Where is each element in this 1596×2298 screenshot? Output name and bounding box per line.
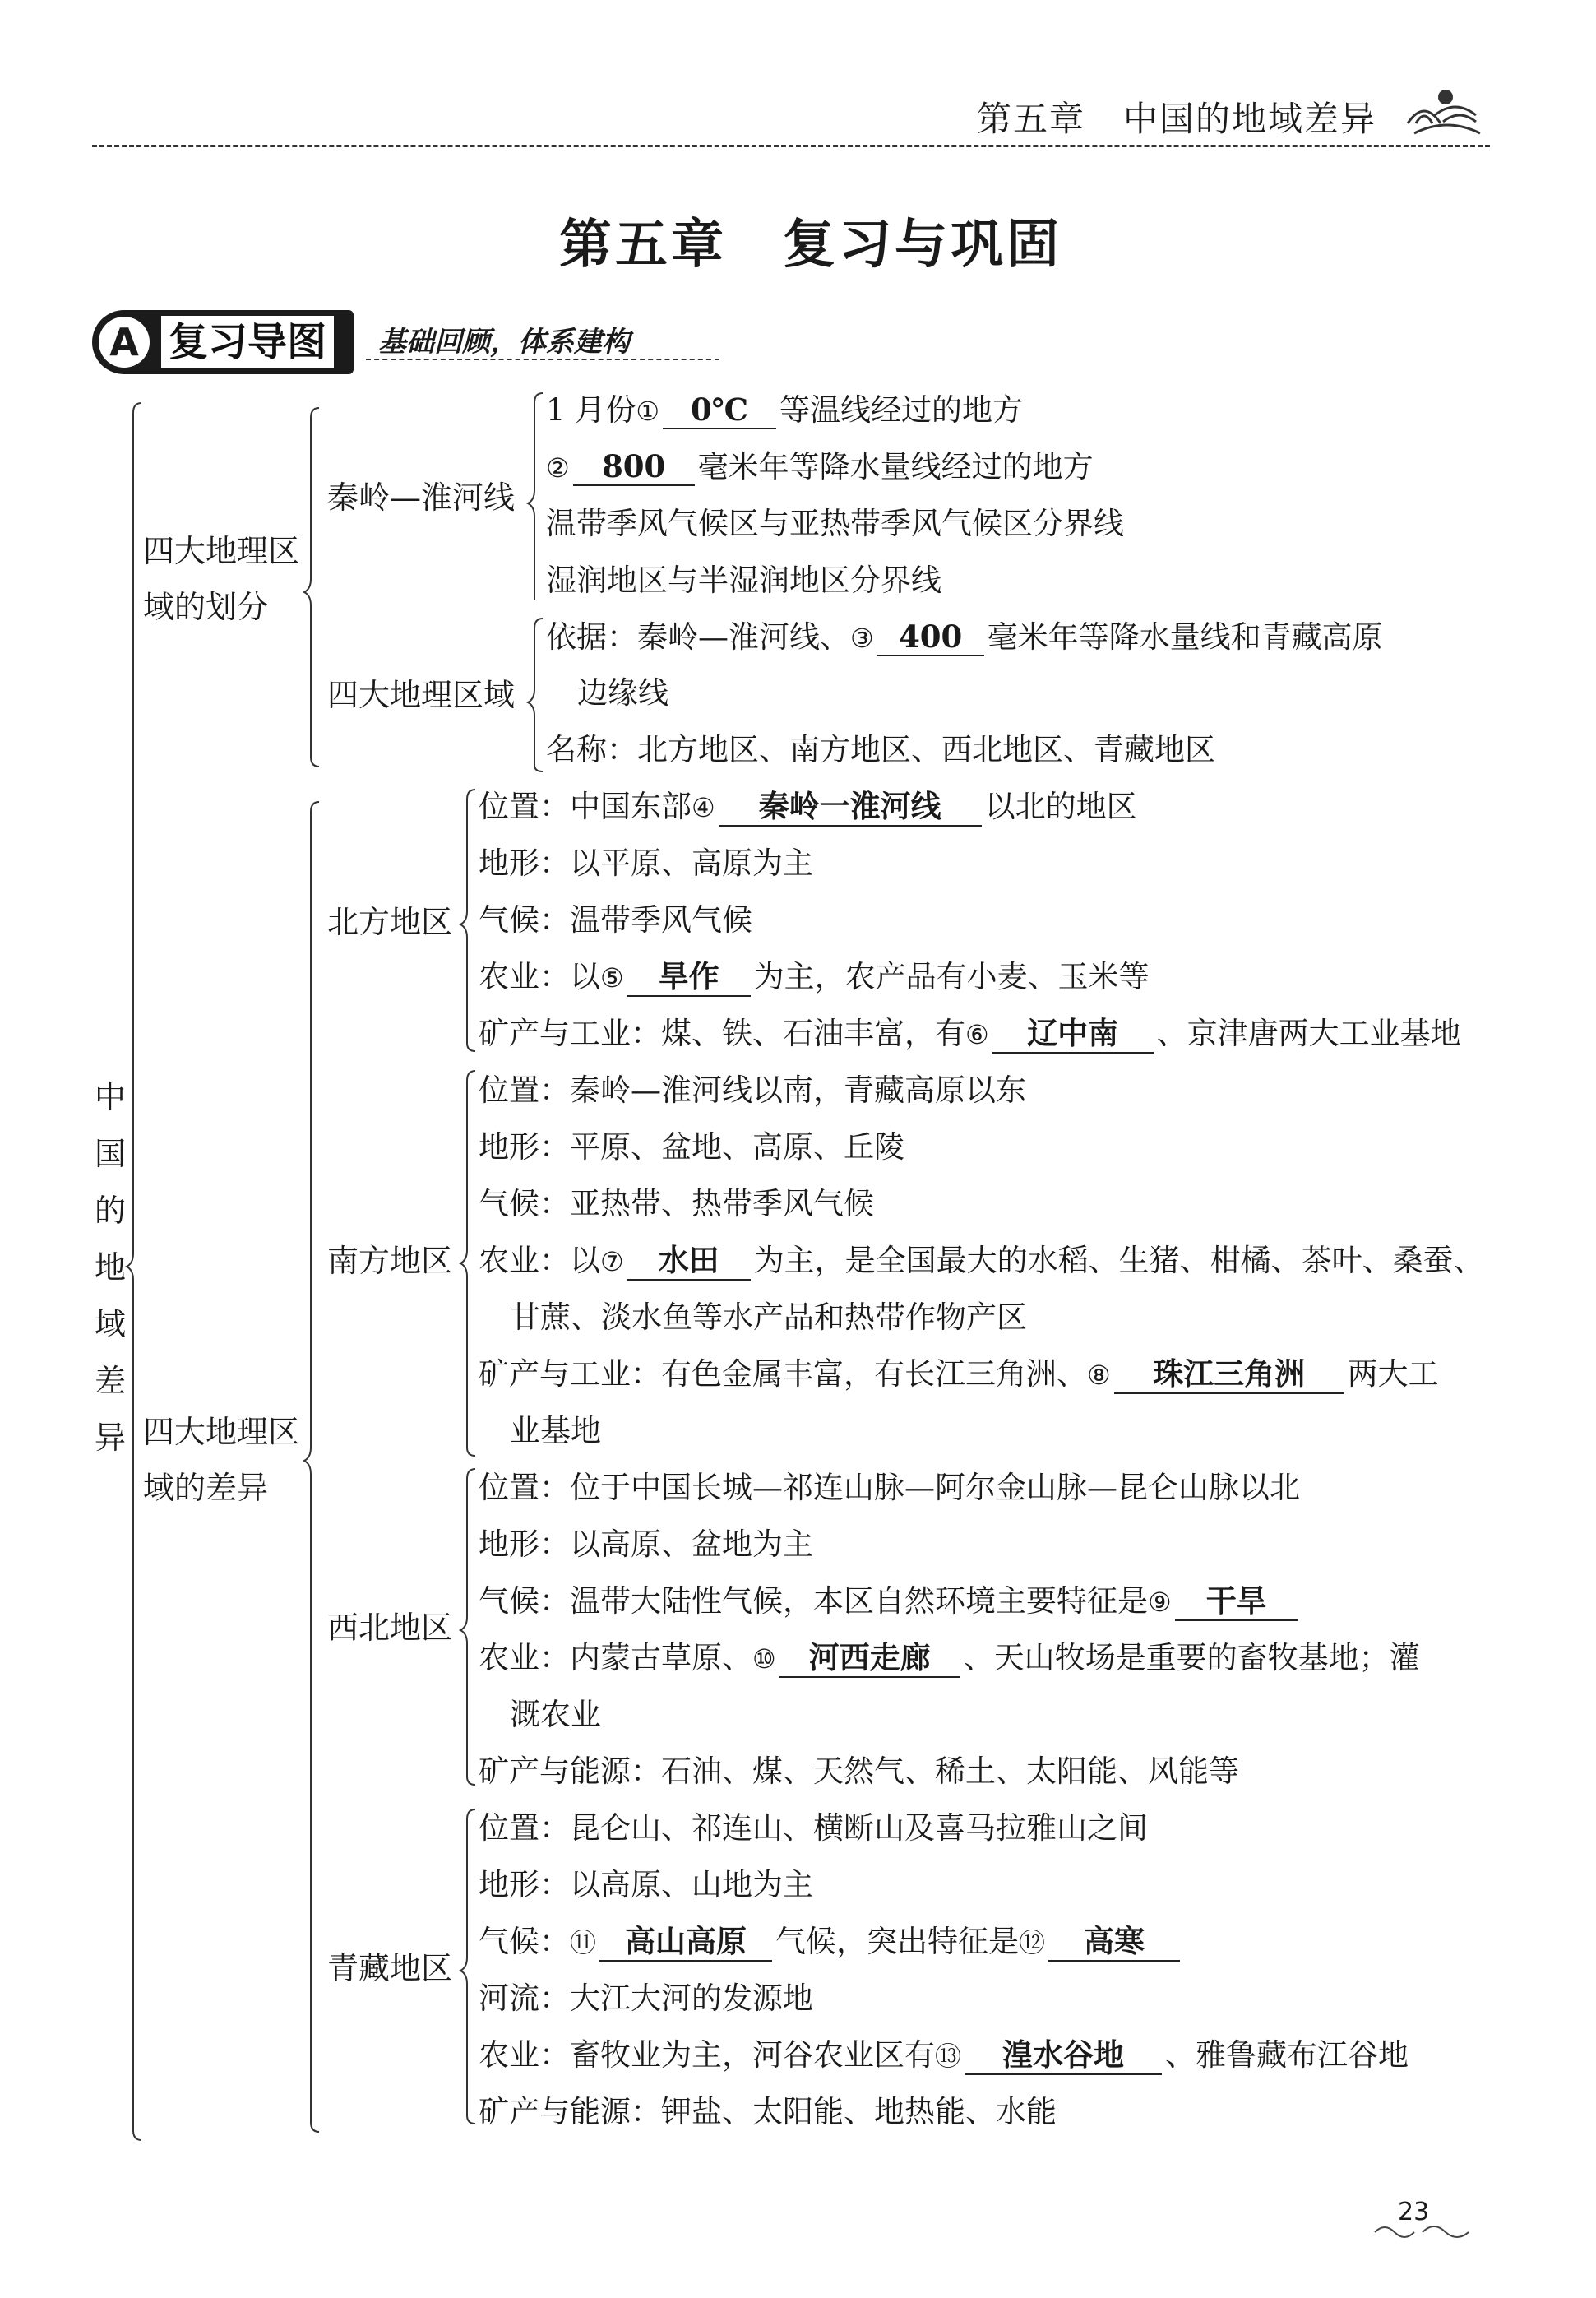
header-chapter-title: 中国的地域差异 bbox=[1123, 99, 1377, 139]
blank-number: ① bbox=[636, 396, 659, 427]
differences-label bbox=[143, 1411, 299, 1508]
root-label-char: 异 bbox=[94, 1420, 126, 1456]
differences-label-line1: 四大地理区 bbox=[143, 1414, 300, 1450]
root-label-char: 的 bbox=[94, 1193, 126, 1229]
tibet-label: 青藏地区 bbox=[327, 1950, 453, 1986]
south-line-1: 位置：秦岭—淮河线以南，青藏高原以东 bbox=[479, 1073, 1026, 1108]
northwest-line-6: 矿产与能源：石油、煤、天然气、稀土、太阳能、风能等 bbox=[479, 1754, 1239, 1789]
tibet-line-1: 位置：昆仑山、祁连山、横断山及喜马拉雅山之间 bbox=[479, 1810, 1148, 1846]
blank-number: ⑥ bbox=[965, 1019, 989, 1050]
south-line-5: 甘蔗、淡水鱼等水产品和热带作物产区 bbox=[510, 1300, 1027, 1335]
blank-number: ④ bbox=[692, 792, 715, 823]
answer-11: 高山高原 bbox=[599, 1924, 772, 1962]
northwest-line-4 bbox=[479, 1638, 1420, 1679]
south-line-2: 地形：平原、盆地、高原、丘陵 bbox=[479, 1129, 904, 1165]
blank-number: ⑧ bbox=[1087, 1360, 1111, 1391]
text: 农业：畜牧业为主，河谷农业区有 bbox=[479, 2037, 935, 2073]
answer-3: 400 bbox=[877, 619, 984, 656]
answer-5: 旱作 bbox=[627, 959, 751, 997]
answer-10: 河西走廊 bbox=[779, 1640, 960, 1678]
four-regions-line-3: 名称：北方地区、南方地区、西北地区、青藏地区 bbox=[546, 732, 1215, 767]
header-rule bbox=[92, 145, 1490, 147]
text: 农业：以 bbox=[479, 959, 600, 994]
text: 、天山牧场是重要的畜牧基地；灌 bbox=[963, 1640, 1420, 1675]
answer-8: 珠江三角洲 bbox=[1114, 1356, 1344, 1394]
division-label-line2: 域的划分 bbox=[143, 589, 269, 625]
north-label: 北方地区 bbox=[327, 904, 453, 940]
text: 为主，是全国最大的水稻、生猪、柑橘、茶叶、桑蚕、 bbox=[753, 1243, 1484, 1278]
subtitle-rule bbox=[366, 359, 719, 360]
blank-number: ⑩ bbox=[752, 1643, 776, 1675]
text: 气候：温带大陆性气候，本区自然环境主要特征是 bbox=[479, 1583, 1148, 1619]
root-label-char: 差 bbox=[94, 1363, 126, 1399]
text: 1 月份 bbox=[546, 392, 636, 428]
qinling-line-3: 温带季风气候区与亚热带季风气候区分界线 bbox=[546, 506, 1124, 541]
tibet-line-2: 地形：以高原、山地为主 bbox=[479, 1867, 813, 1902]
header-chapter: 第五章 bbox=[977, 99, 1086, 139]
south-line-6 bbox=[479, 1354, 1439, 1395]
text: 气候，突出特征是 bbox=[775, 1924, 1020, 1959]
root-label-char: 域 bbox=[94, 1306, 126, 1342]
text: 为主，农产品有小麦、玉米等 bbox=[753, 959, 1150, 994]
four-regions-label: 四大地理区域 bbox=[327, 677, 516, 713]
north-line-3: 气候：温带季风气候 bbox=[479, 902, 752, 938]
northwest-line-2: 地形：以高原、盆地为主 bbox=[479, 1527, 813, 1562]
south-line-7: 业基地 bbox=[510, 1413, 601, 1448]
four-regions-line-1 bbox=[546, 617, 1383, 658]
blank-number: ⑦ bbox=[600, 1246, 624, 1277]
north-line-2: 地形：以平原、高原为主 bbox=[479, 846, 813, 881]
section-badge-letter: A bbox=[99, 317, 150, 368]
answer-7: 水田 bbox=[627, 1243, 751, 1281]
text: 以北的地区 bbox=[984, 789, 1137, 824]
north-line-5 bbox=[479, 1013, 1461, 1054]
text: 、雅鲁藏布江谷地 bbox=[1165, 2037, 1409, 2073]
root-label bbox=[92, 1069, 128, 1466]
answer-1: 0℃ bbox=[663, 391, 776, 429]
root-label-char: 国 bbox=[94, 1136, 126, 1172]
running-header bbox=[977, 92, 1376, 141]
text: 依据：秦岭—淮河线、 bbox=[546, 619, 850, 655]
northwest-line-3 bbox=[479, 1581, 1302, 1622]
south-line-4 bbox=[479, 1240, 1484, 1281]
text: 位置：中国东部 bbox=[479, 789, 692, 824]
qinling-line-1 bbox=[546, 390, 1023, 431]
division-label-line1: 四大地理区 bbox=[143, 533, 300, 569]
tibet-line-6: 矿产与能源：钾盐、太阳能、地热能、水能 bbox=[479, 2094, 1057, 2129]
northwest-line-1: 位置：位于中国长城—祁连山脉—阿尔金山脉—昆仑山脉以北 bbox=[479, 1470, 1300, 1505]
text: 矿产与工业：有色金属丰富，有长江三角洲、 bbox=[479, 1356, 1087, 1392]
northwest-label: 西北地区 bbox=[327, 1610, 453, 1646]
text: 毫米年等降水量线和青藏高原 bbox=[987, 619, 1383, 655]
text: 矿产与工业：煤、铁、石油丰富，有 bbox=[479, 1016, 965, 1051]
blank-number: ⑨ bbox=[1148, 1587, 1172, 1618]
section-badge-label: 复习导图 bbox=[161, 316, 334, 368]
answer-9: 干旱 bbox=[1175, 1583, 1298, 1621]
four-regions-line-2: 边缘线 bbox=[577, 675, 668, 711]
qinling-line-2 bbox=[546, 447, 1094, 488]
text: 农业：以 bbox=[479, 1243, 600, 1278]
text: 等温线经过的地方 bbox=[779, 392, 1023, 428]
page-title: 第五章 复习与巩固 bbox=[559, 215, 1062, 276]
text: 、京津唐两大工业基地 bbox=[1156, 1016, 1461, 1051]
answer-6: 辽中南 bbox=[992, 1016, 1154, 1054]
blank-number: ⑬ bbox=[935, 2041, 962, 2072]
division-label bbox=[143, 530, 299, 628]
north-line-4 bbox=[479, 957, 1150, 998]
blank-number: ② bbox=[546, 452, 570, 484]
north-line-1 bbox=[479, 786, 1137, 827]
northwest-line-5: 溉农业 bbox=[510, 1697, 601, 1732]
root-label-char: 中 bbox=[94, 1079, 126, 1115]
section-subtitle: 基础回顾，体系建构 bbox=[378, 326, 630, 359]
root-label-char: 地 bbox=[94, 1249, 126, 1286]
answer-2: 800 bbox=[573, 448, 695, 486]
south-line-3: 气候：亚热带、热带季风气候 bbox=[479, 1186, 874, 1221]
answer-4: 秦岭一淮河线 bbox=[719, 789, 982, 827]
tibet-line-5 bbox=[479, 2035, 1409, 2076]
tibet-line-3 bbox=[479, 1921, 1183, 1962]
page-number: 23 bbox=[1398, 2198, 1430, 2226]
qinling-line-4: 湿润地区与半湿润地区分界线 bbox=[546, 563, 941, 598]
blank-number: ⑪ bbox=[570, 1927, 597, 1958]
differences-label-line2: 域的差异 bbox=[143, 1470, 269, 1506]
answer-12: 高寒 bbox=[1048, 1924, 1180, 1962]
blank-number: ⑤ bbox=[600, 962, 624, 994]
text: 气候： bbox=[479, 1924, 570, 1959]
tibet-line-4: 河流：大江大河的发源地 bbox=[479, 1981, 813, 2016]
answer-13: 湟水谷地 bbox=[965, 2037, 1162, 2075]
south-label: 南方地区 bbox=[327, 1243, 453, 1279]
text: 毫米年等降水量线经过的地方 bbox=[697, 449, 1094, 484]
qinling-label: 秦岭—淮河线 bbox=[327, 480, 516, 516]
blank-number: ③ bbox=[850, 623, 874, 654]
blank-number: ⑫ bbox=[1019, 1927, 1046, 1958]
text: 农业：内蒙古草原、 bbox=[479, 1640, 752, 1675]
text: 两大工 bbox=[1347, 1356, 1439, 1392]
